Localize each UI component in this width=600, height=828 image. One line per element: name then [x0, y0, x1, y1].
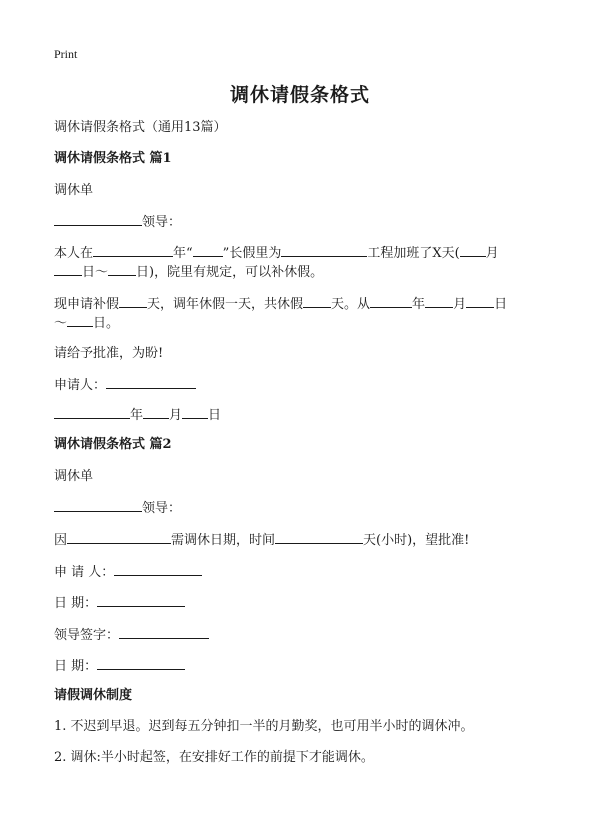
section1-paragraph2-line1	[54, 294, 507, 314]
section2-leader-sign-line	[54, 625, 209, 645]
section2-form-title: 调休单	[54, 469, 94, 484]
section1-request: 请给予批准，为盼!	[54, 346, 164, 361]
blank-leader-sign	[119, 625, 209, 639]
text-changjia: ”长假里为	[222, 246, 282, 261]
blank-date-day	[182, 405, 208, 419]
applicant-label: 申请人：	[54, 378, 107, 393]
section3-rule2: 2. 调休:半小时起签，在安排好工作的前提下才能调休。	[54, 750, 374, 765]
section2-heading: 调休请假条格式 篇2	[54, 437, 172, 452]
section2-date1-line	[54, 593, 185, 613]
section2-applicant-line	[54, 562, 202, 582]
blank-date-1	[97, 593, 185, 607]
text-yue: 月	[485, 246, 499, 261]
section2-reason-line	[54, 530, 469, 550]
blank-from-year	[370, 294, 412, 308]
leader-sign-label: 领导签字：	[54, 628, 120, 643]
blank-reason	[67, 530, 171, 544]
blank-leader-name	[54, 212, 142, 226]
text-yin: 因	[54, 533, 68, 548]
text-nian2: 年	[412, 297, 426, 312]
blank-from-month	[425, 294, 453, 308]
text-gongcheng: 工程加班了X天(	[367, 246, 460, 261]
text-yue2: 月	[453, 297, 467, 312]
blank-date-year	[54, 405, 130, 419]
section1-leader-line	[54, 212, 181, 232]
blank-duration	[275, 530, 363, 544]
blank-leader-name-2	[54, 498, 142, 512]
section1-paragraph1-line1	[54, 243, 499, 263]
text-tilde: ～	[54, 316, 68, 331]
blank-holiday	[193, 243, 223, 257]
blank-day-start	[54, 262, 82, 276]
blank-total	[303, 294, 331, 308]
blank-applicant	[106, 375, 196, 389]
section1-form-title: 调休单	[54, 183, 94, 198]
leader-label: 领导：	[142, 215, 182, 230]
page-title: 调休请假条格式	[229, 84, 370, 106]
blank-from-day	[466, 294, 494, 308]
text-ri2: 日	[494, 297, 508, 312]
date-label-1: 日 期：	[54, 596, 98, 611]
section1-date-line	[54, 405, 221, 425]
section3-rule1: 1. 不迟到早退。迟到每五分钟扣一半的月勤奖，也可用半小时的调休冲。	[54, 719, 474, 734]
text-date-month: 月	[169, 408, 183, 423]
blank-date-month	[143, 405, 169, 419]
section1-heading: 调休请假条格式 篇1	[54, 151, 172, 166]
text-tian: 天(小时)，望批准!	[363, 533, 470, 548]
section1-paragraph1-line2	[54, 262, 323, 282]
text-tiao: 天，调年休假一天，共休假	[147, 297, 304, 312]
text-riqi: 需调休日期，时间	[171, 533, 276, 548]
applicant-label-2: 申 请 人：	[54, 565, 115, 580]
blank-to-day	[67, 313, 93, 327]
section1-paragraph2-line2	[54, 313, 119, 333]
section2-leader-line	[54, 498, 181, 518]
text-ri: 日～	[82, 265, 109, 280]
blank-applicant-2	[114, 562, 202, 576]
blank-days	[119, 294, 147, 308]
text-nian: 年“	[173, 246, 193, 261]
blank-date-2	[97, 656, 185, 670]
leader-label-2: 领导：	[142, 501, 182, 516]
text-bujia: 现申请补假	[54, 297, 120, 312]
blank-day-end	[108, 262, 136, 276]
section3-heading: 请假调休制度	[54, 688, 133, 703]
text-rule: 日)，院里有规定，可以补休假。	[136, 265, 324, 280]
print-label[interactable]: Print	[54, 47, 78, 61]
subtitle: 调休请假条格式（通用13篇）	[54, 120, 227, 135]
text-date-day: 日	[208, 408, 222, 423]
text-ri3: 日。	[93, 316, 120, 331]
blank-year	[93, 243, 173, 257]
text-benren: 本人在	[54, 246, 94, 261]
section2-date2-line	[54, 656, 185, 676]
section1-applicant-line	[54, 375, 196, 395]
blank-project	[281, 243, 367, 257]
text-cong: 天。从	[331, 297, 371, 312]
text-date-year: 年	[130, 408, 144, 423]
date-label-2: 日 期：	[54, 659, 98, 674]
blank-month	[460, 243, 486, 257]
